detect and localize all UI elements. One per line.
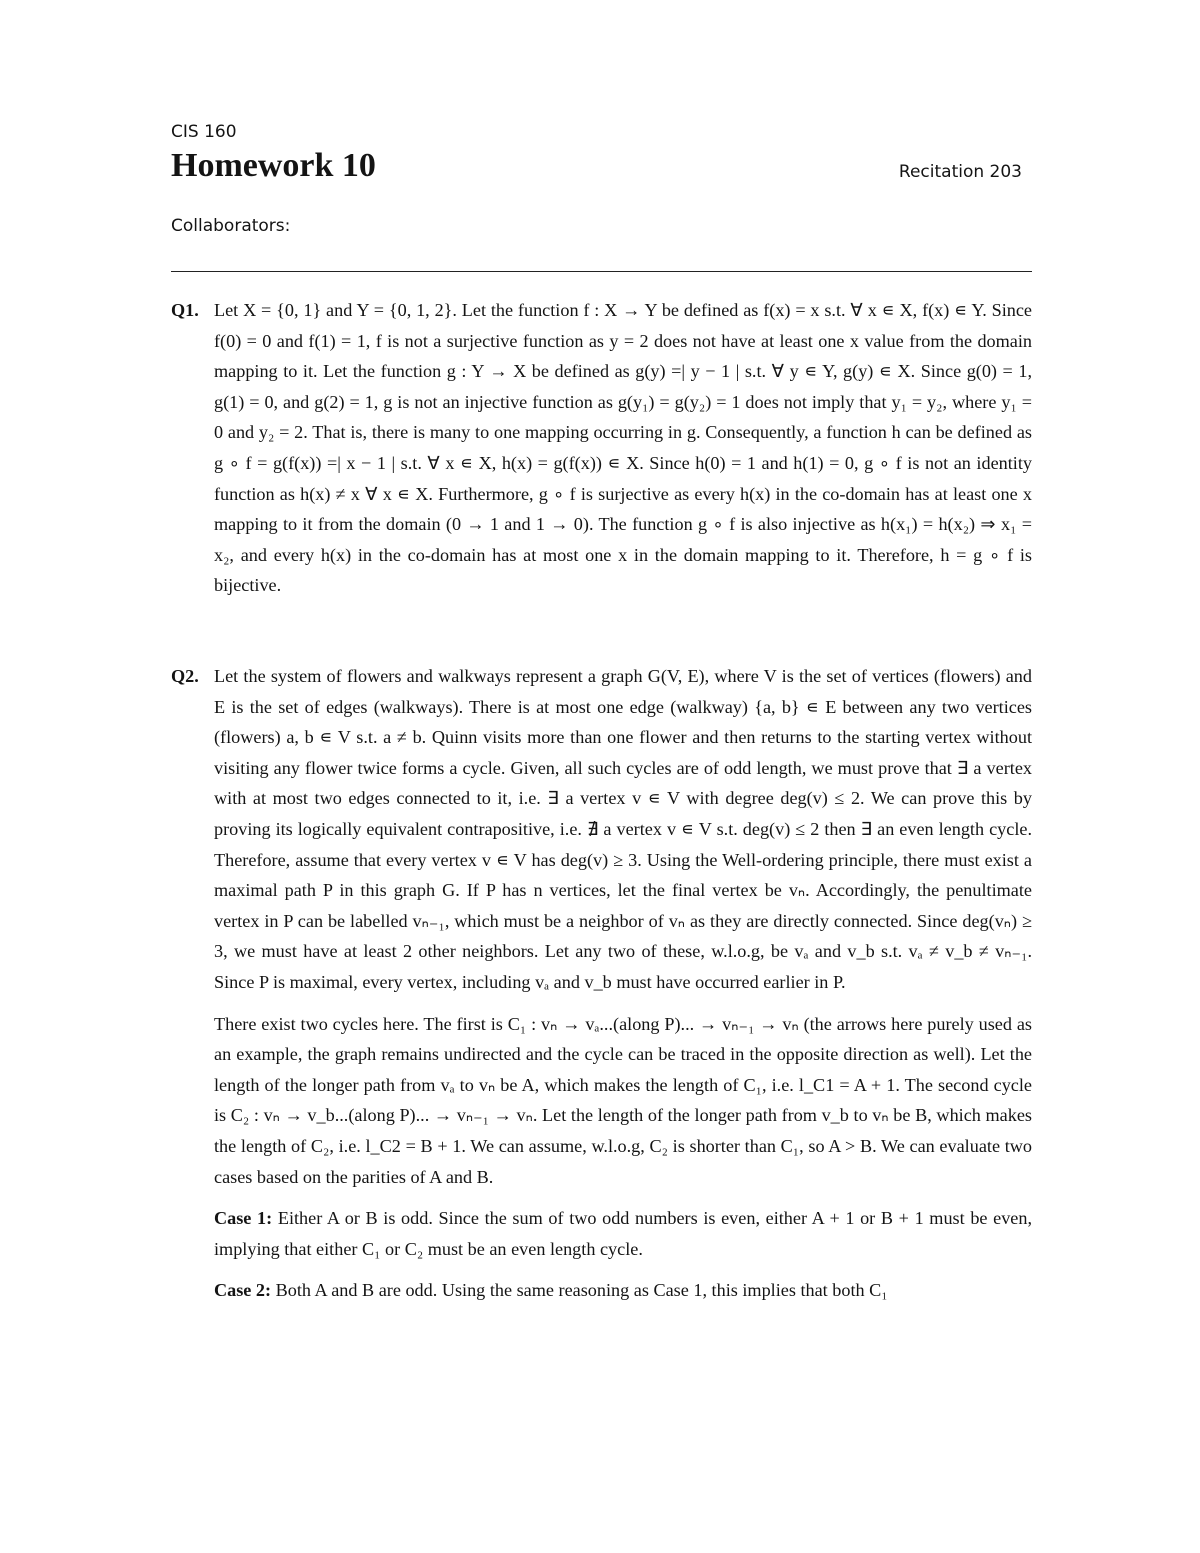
case-paragraph [214,1275,1032,1306]
page-title: Homework 10 [171,147,376,184]
case-label: Case 1: [214,1208,273,1229]
case-text: Both A and B are odd. Using the same reasoning as Case 1, this implies that both C₁ [275,1280,888,1301]
question-body [214,295,1032,601]
case-paragraph [214,1203,1032,1264]
question-q1 [171,295,1032,612]
answer-paragraph: Let the system of flowers and walkways represent a graph G(V, E), where V is the set of vertices (flowers) and E is the set of edges (walkways). There is at most one edge (walkway) {a, b} ∊ E between any two vertices (flowers) a, b ∊ V s.t. a ≠ b. Quinn visits more than one flower and then returns to the starting vertex without visiting any flower twice forms a cycle. Given, all such cycles are of odd length, we must prove that ∃ a vertex with at most two edges connected to it, i.e. ∃ a vertex v ∊ V with degree deg(v) ≤ 2. We can prove this by proving its logically equivalent contrapositive, i.e. ∄ a vertex v ∊ V s.t. deg(v) ≤ 2 then ∃ an even length cycle. Therefore, assume that every vertex v ∊ V has deg(v) ≥ 3. Using the Well-ordering principle, there must exist a maximal path P in this graph G. If P has n vertices, let the final vertex be vₙ. Accordingly, the penultimate vertex in P can be labelled vₙ₋₁, which must be a neighbor of vₙ as they are directly connected. Since deg(vₙ) ≥ 3, we must have at least 2 other neighbors. Let any two of these, w.l.o.g, be vₐ and v_b s.t. vₐ ≠ v_b ≠ vₙ₋₁. Since P is maximal, every vertex, including vₐ and v_b must have occurred earlier in P. [214,666,1032,992]
question-number: Q2. [171,666,199,686]
case-label: Case 2: [214,1280,272,1301]
course-code: CIS 160 [171,122,237,142]
question-body [214,661,1032,1306]
collaborators-label: Collaborators: [171,216,291,236]
case-text: Either A or B is odd. Since the sum of two odd numbers is even, either A + 1 or B + 1 must be even, implying that either C₁ or C₂ must be an even length cycle. [214,1208,1033,1259]
horizontal-rule [171,271,1032,272]
question-q2 [171,661,1032,1317]
answer-paragraph: There exist two cycles here. The first is C₁ : vₙ → vₐ...(along P)... → vₙ₋₁ → vₙ (the arrows here purely used as an example, the graph remains undirected and the cycle can be traced in the opposite direction as well). Let the length of the longer path from vₐ to vₙ be A, which makes the length of C₁, i.e. l_C1 = A + 1. The second cycle is C₂ : vₙ → v_b...(along P)... → vₙ₋₁ → vₙ. Let the length of the longer path from v_b to vₙ be B, which makes the length of C₂, i.e. l_C2 = B + 1. We can assume, w.l.o.g, C₂ is shorter than C₁, so A > B. We can evaluate two cases based on the parities of A and B. [214,1013,1032,1187]
answer-paragraph: Let X = {0, 1} and Y = {0, 1, 2}. Let the function f : X → Y be defined as f(x) = x s.t. ∀ x ∊ X, f(x) ∊ Y. Since f(0) = 0 and f(1) = 1, f is not a surjective function as y = 2 does not have at least one x value from the domain mapping to it. Let the function g : Y → X be defined as g(y) =| y − 1 | s.t. ∀ y ∊ Y, g(y) ∊ X. Since g(0) = 1, g(1) = 0, and g(2) = 1, g is not an injective function as g(y₁) = g(y₂) = 1 does not imply that y₁ = y₂, where y₁ = 0 and y₂ = 2. That is, there is many to one mapping occurring in g. Consequently, a function h can be defined as g ∘ f = g(f(x)) =| x − 1 | s.t. ∀ x ∊ X, h(x) = g(f(x)) ∊ X. Since h(0) = 1 and h(1) = 0, g ∘ f is not an identity function as h(x) ≠ x ∀ x ∊ X. Furthermore, g ∘ f is surjective as every h(x) in the co-domain has at least one x mapping to it from the domain (0 → 1 and 1 → 0). The function g ∘ f is also injective as h(x₁) = h(x₂) ⇒ x₁ = x₂, and every h(x) in the co-domain has at most one x in the domain mapping to it. Therefore, h = g ∘ f is bijective. [214,300,1032,596]
question-number: Q1. [171,300,199,320]
recitation-label: Recitation 203 [898,162,1022,182]
